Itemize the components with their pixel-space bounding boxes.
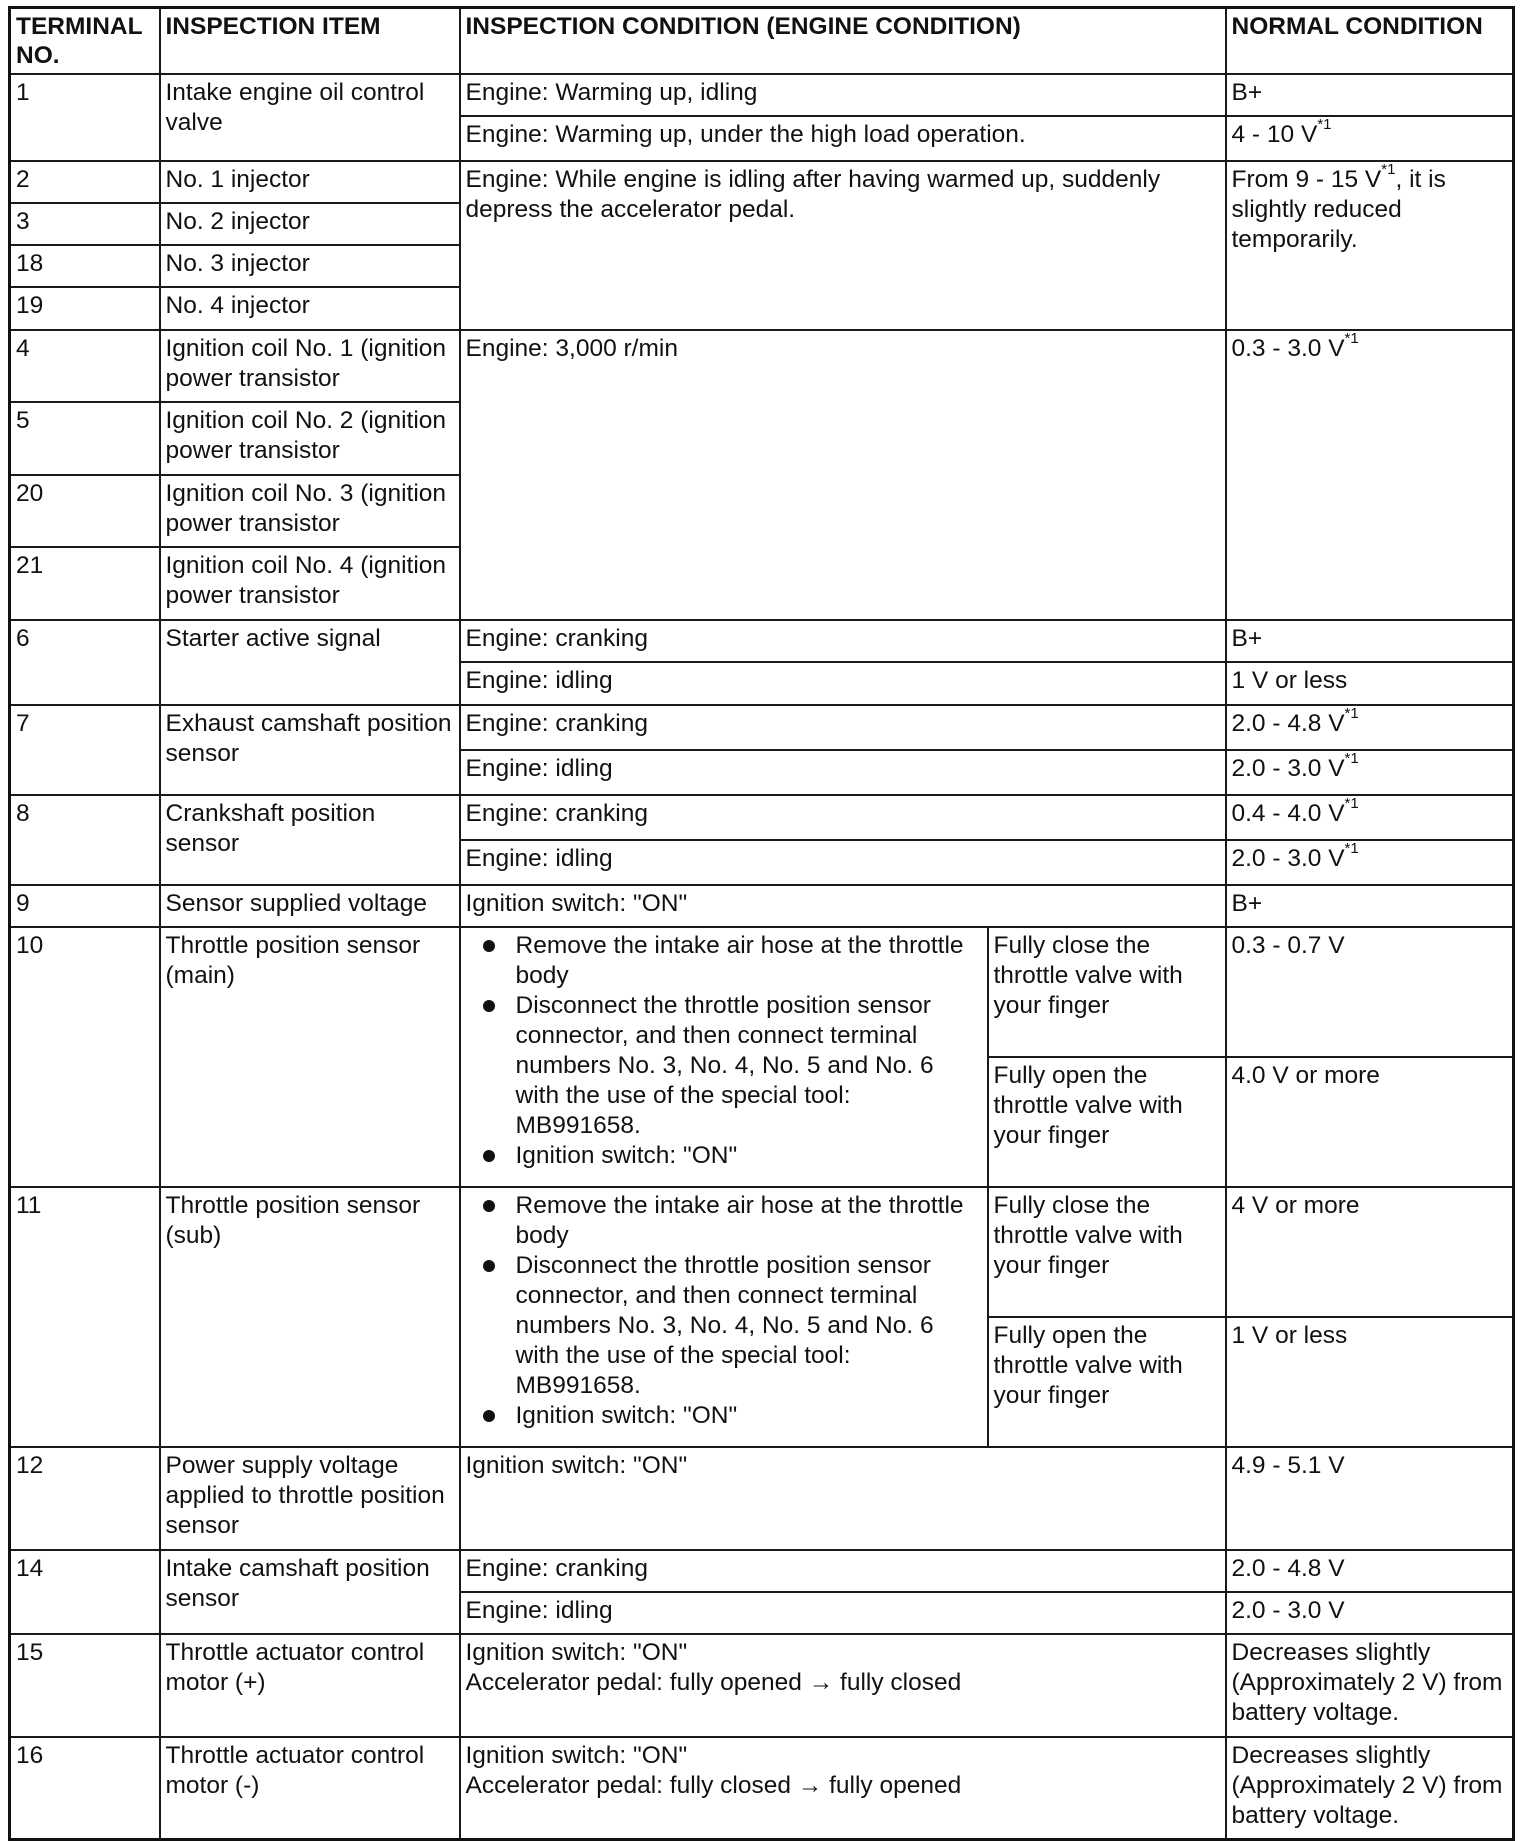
- normal-value: 2.0 - 3.0 V: [1231, 754, 1345, 782]
- condition-cell: Engine: 3,000 r/min: [460, 330, 1226, 620]
- inspection-item-cell: No. 2 injector: [160, 203, 460, 245]
- bullet-icon: [483, 1410, 495, 1422]
- condition-cell: Engine: idling: [460, 662, 1226, 705]
- table-row: [10, 1447, 1514, 1550]
- list-item: [466, 1141, 981, 1171]
- bullet-icon: [483, 1260, 495, 1272]
- condition-from: Accelerator pedal: fully opened: [465, 1668, 802, 1696]
- inspection-item-cell: No. 4 injector: [160, 287, 460, 330]
- condition-cell: [460, 1634, 1226, 1737]
- normal-cell: [1226, 161, 1514, 330]
- normal-cell: 1 V or less: [1226, 1317, 1514, 1447]
- header-inspection-condition: INSPECTION CONDITION (ENGINE CONDITION): [460, 8, 1226, 74]
- procedure-step: Remove the intake air hose at the throttle body: [515, 1191, 964, 1249]
- table-row: [10, 1550, 1514, 1592]
- arrow-right-icon: →: [797, 1771, 823, 1799]
- sub-condition-cell: Fully open the throttle valve with your finger: [988, 1057, 1226, 1187]
- terminal-no-cell: 10: [10, 927, 160, 1187]
- condition-cell: Engine: idling: [460, 840, 1226, 885]
- footnote-mark: *1: [1344, 330, 1359, 348]
- arrow-right-icon: →: [808, 1668, 834, 1696]
- condition-cell: Ignition switch: "ON": [460, 885, 1226, 927]
- inspection-item-cell: Starter active signal: [160, 620, 460, 705]
- normal-cell: [1226, 795, 1514, 840]
- procedure-cell: [460, 927, 988, 1187]
- normal-value: 0.3 - 3.0 V: [1231, 334, 1345, 362]
- table-row: [10, 795, 1514, 840]
- inspection-item-cell: Ignition coil No. 4 (ignition power transistor: [160, 547, 460, 620]
- procedure-step: Remove the intake air hose at the throttle body: [515, 931, 964, 989]
- inspection-item-cell: Exhaust camshaft position sensor: [160, 705, 460, 795]
- normal-cell: 2.0 - 3.0 V: [1226, 1592, 1514, 1634]
- terminal-no-cell: 12: [10, 1447, 160, 1550]
- normal-value-suffix: , it is slightly reduced temporarily.: [1231, 165, 1446, 253]
- table-row: [10, 1187, 1514, 1317]
- condition-cell: Engine: Warming up, idling: [460, 74, 1226, 116]
- table-row: [10, 74, 1514, 116]
- table-row: [10, 620, 1514, 662]
- inspection-item-cell: Throttle position sensor (main): [160, 927, 460, 1187]
- normal-cell: [1226, 330, 1514, 620]
- bullet-icon: [483, 1150, 495, 1162]
- terminal-no-cell: 6: [10, 620, 160, 705]
- procedure-list: [466, 931, 981, 1171]
- footnote-mark: *1: [1344, 750, 1359, 768]
- header-normal-condition: NORMAL CONDITION: [1226, 8, 1514, 74]
- inspection-item-cell: Crankshaft position sensor: [160, 795, 460, 885]
- terminal-no-cell: 1: [10, 74, 160, 161]
- condition-to: fully opened: [829, 1771, 962, 1799]
- table-row: [10, 1737, 1514, 1840]
- procedure-step: Disconnect the throttle position sensor connector, and then connect terminal numbers No. 3, No. 4, No. 5 and No. 6 with the use of the special tool: MB991658.: [515, 991, 934, 1139]
- terminal-no-cell: 9: [10, 885, 160, 927]
- terminal-no-cell: 8: [10, 795, 160, 885]
- condition-from: Accelerator pedal: fully closed: [465, 1771, 791, 1799]
- table-header-row: [10, 8, 1514, 74]
- terminal-no-cell: 3: [10, 203, 160, 245]
- terminal-no-cell: 15: [10, 1634, 160, 1737]
- condition-cell: Engine: cranking: [460, 1550, 1226, 1592]
- normal-cell: 1 V or less: [1226, 662, 1514, 705]
- condition-cell: Engine: Warming up, under the high load operation.: [460, 116, 1226, 161]
- terminal-no-cell: 14: [10, 1550, 160, 1634]
- list-item: [466, 931, 981, 991]
- normal-value: 2.0 - 3.0 V: [1231, 844, 1345, 872]
- normal-cell: 4.9 - 5.1 V: [1226, 1447, 1514, 1550]
- footnote-mark: *1: [1381, 161, 1396, 179]
- normal-cell: 4.0 V or more: [1226, 1057, 1514, 1187]
- inspection-item-cell: Intake camshaft position sensor: [160, 1550, 460, 1634]
- inspection-item-cell: Power supply voltage applied to throttle position sensor: [160, 1447, 460, 1550]
- list-item: [466, 1191, 981, 1251]
- normal-value: 0.4 - 4.0 V: [1231, 799, 1345, 827]
- header-terminal-no: TERMINAL NO.: [10, 8, 160, 74]
- bullet-icon: [483, 1200, 495, 1212]
- procedure-cell: [460, 1187, 988, 1447]
- list-item: [466, 991, 981, 1141]
- inspection-item-cell: Sensor supplied voltage: [160, 885, 460, 927]
- terminal-no-cell: 19: [10, 287, 160, 330]
- terminal-no-cell: 11: [10, 1187, 160, 1447]
- inspection-item-cell: Throttle actuator control motor (-): [160, 1737, 460, 1840]
- normal-cell: Decreases slightly (Approximately 2 V) from battery voltage.: [1226, 1737, 1514, 1840]
- inspection-item-cell: No. 3 injector: [160, 245, 460, 287]
- normal-cell: [1226, 840, 1514, 885]
- sub-condition-cell: Fully close the throttle valve with your finger: [988, 1187, 1226, 1317]
- table-row: [10, 705, 1514, 750]
- normal-cell: 2.0 - 4.8 V: [1226, 1550, 1514, 1592]
- terminal-no-cell: 21: [10, 547, 160, 620]
- terminal-no-cell: 5: [10, 402, 160, 475]
- normal-cell: 0.3 - 0.7 V: [1226, 927, 1514, 1057]
- bullet-icon: [483, 1000, 495, 1012]
- condition-cell: Engine: cranking: [460, 705, 1226, 750]
- terminal-no-cell: 16: [10, 1737, 160, 1840]
- inspection-item-cell: Ignition coil No. 3 (ignition power transistor: [160, 475, 460, 547]
- table-row: [10, 161, 1514, 203]
- condition-cell: Engine: cranking: [460, 795, 1226, 840]
- condition-line: [466, 1668, 1219, 1698]
- procedure-step: Disconnect the throttle position sensor connector, and then connect terminal numbers No. 3, No. 4, No. 5 and No. 6 with the use of the special tool: MB991658.: [515, 1251, 934, 1399]
- table-row: [10, 1634, 1514, 1737]
- normal-cell: [1226, 750, 1514, 795]
- normal-cell: B+: [1226, 74, 1514, 116]
- terminal-no-cell: 18: [10, 245, 160, 287]
- sub-condition-cell: Fully open the throttle valve with your finger: [988, 1317, 1226, 1447]
- footnote-mark: *1: [1317, 116, 1332, 134]
- condition-line: Ignition switch: "ON": [465, 1638, 688, 1666]
- normal-cell: [1226, 116, 1514, 161]
- condition-cell: Engine: While engine is idling after having warmed up, suddenly depress the accelerator pedal.: [460, 161, 1226, 330]
- normal-value: 2.0 - 4.8 V: [1231, 709, 1345, 737]
- bullet-icon: [483, 940, 495, 952]
- inspection-item-cell: Ignition coil No. 2 (ignition power transistor: [160, 402, 460, 475]
- inspection-item-cell: Throttle actuator control motor (+): [160, 1634, 460, 1737]
- normal-cell: B+: [1226, 885, 1514, 927]
- terminal-no-cell: 7: [10, 705, 160, 795]
- table-row: [10, 885, 1514, 927]
- condition-cell: Engine: idling: [460, 750, 1226, 795]
- terminal-no-cell: 20: [10, 475, 160, 547]
- normal-cell: B+: [1226, 620, 1514, 662]
- footnote-mark: *1: [1344, 795, 1359, 813]
- normal-value: From 9 - 15 V: [1231, 165, 1382, 193]
- condition-line: [466, 1771, 1219, 1801]
- procedure-step: Ignition switch: "ON": [515, 1401, 738, 1429]
- list-item: [466, 1401, 981, 1431]
- procedure-step: Ignition switch: "ON": [515, 1141, 738, 1169]
- procedure-list: [466, 1191, 981, 1431]
- sub-condition-cell: Fully close the throttle valve with your finger: [988, 927, 1226, 1057]
- inspection-table-container: [8, 6, 1512, 1835]
- condition-cell: Engine: cranking: [460, 620, 1226, 662]
- normal-value: 4 - 10 V: [1231, 120, 1318, 148]
- inspection-item-cell: Throttle position sensor (sub): [160, 1187, 460, 1447]
- normal-cell: [1226, 705, 1514, 750]
- terminal-no-cell: 2: [10, 161, 160, 203]
- condition-cell: [460, 1737, 1226, 1840]
- terminal-inspection-table: [8, 6, 1515, 1841]
- condition-line: Ignition switch: "ON": [465, 1741, 688, 1769]
- inspection-item-cell: Ignition coil No. 1 (ignition power transistor: [160, 330, 460, 402]
- condition-cell: Engine: idling: [460, 1592, 1226, 1634]
- terminal-no-cell: 4: [10, 330, 160, 402]
- normal-cell: 4 V or more: [1226, 1187, 1514, 1317]
- condition-cell: Ignition switch: "ON": [460, 1447, 1226, 1550]
- footnote-mark: *1: [1344, 705, 1359, 723]
- inspection-item-cell: No. 1 injector: [160, 161, 460, 203]
- condition-to: fully closed: [840, 1668, 962, 1696]
- table-row: [10, 927, 1514, 1057]
- list-item: [466, 1251, 981, 1401]
- inspection-item-cell: Intake engine oil control valve: [160, 74, 460, 161]
- table-row: [10, 330, 1514, 402]
- header-inspection-item: INSPECTION ITEM: [160, 8, 460, 74]
- normal-cell: Decreases slightly (Approximately 2 V) from battery voltage.: [1226, 1634, 1514, 1737]
- footnote-mark: *1: [1344, 840, 1359, 858]
